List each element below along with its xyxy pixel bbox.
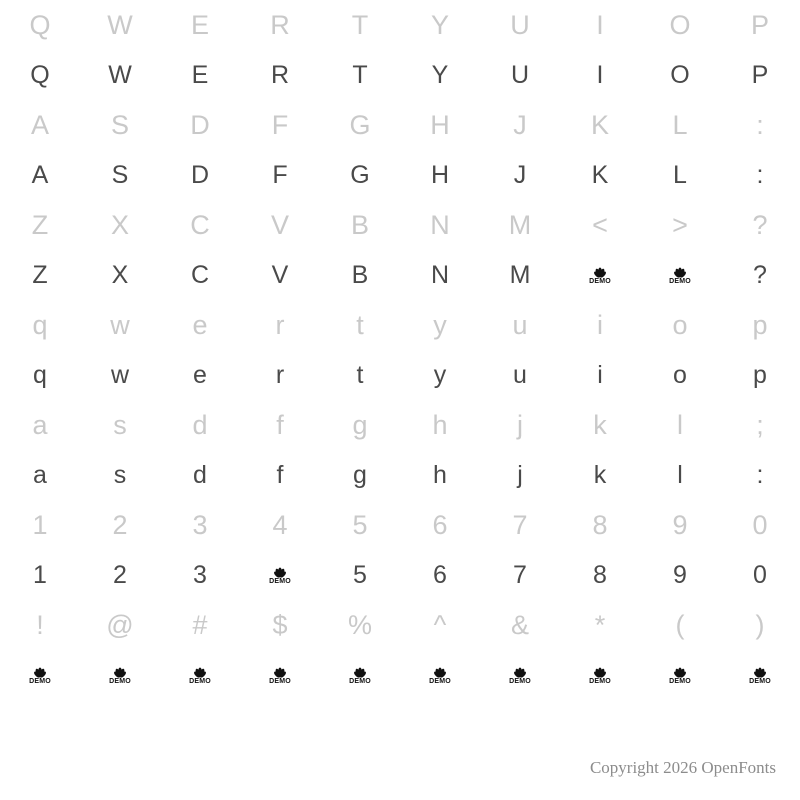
sample-glyph: : (756, 460, 764, 489)
sample-row (0, 250, 800, 300)
sample-glyph: F (272, 160, 288, 189)
reference-glyph: G (349, 109, 371, 140)
sample-glyph: l (677, 460, 683, 489)
reference-glyph: 1 (32, 509, 48, 540)
demo-stamp-icon (509, 666, 531, 685)
sample-glyph (560, 263, 640, 288)
reference-glyph: a (32, 409, 48, 440)
glyph-row-pair (0, 0, 800, 100)
reference-glyph: N (430, 209, 450, 240)
sample-glyph: R (270, 60, 290, 89)
reference-glyph: q (32, 309, 48, 340)
reference-glyph: O (669, 9, 691, 40)
sample-glyph: E (191, 60, 209, 89)
sample-glyph: t (356, 360, 364, 389)
reference-glyph: s (113, 409, 127, 440)
sample-glyph (160, 663, 240, 688)
sample-row (0, 350, 800, 400)
reference-glyph: 0 (752, 509, 768, 540)
reference-glyph: Y (430, 9, 449, 40)
demo-stamp-icon (589, 266, 611, 285)
sample-row (0, 50, 800, 100)
demo-stamp-label: DEMO (189, 678, 211, 686)
demo-stamp-label: DEMO (109, 678, 131, 686)
sample-glyph: 7 (513, 560, 527, 589)
reference-glyph: 4 (272, 509, 288, 540)
sample-glyph: ? (753, 260, 767, 289)
demo-stamp-icon (589, 666, 611, 685)
reference-glyph: k (593, 409, 607, 440)
sample-glyph: 9 (673, 560, 687, 589)
reference-glyph: A (30, 109, 49, 140)
sample-glyph: A (31, 160, 49, 189)
sample-glyph: V (271, 260, 289, 289)
sample-glyph (80, 663, 160, 688)
glyph-row-pair (0, 100, 800, 200)
reference-glyph: > (672, 209, 688, 240)
reference-glyph: K (590, 109, 609, 140)
sample-row (0, 650, 800, 700)
sample-row (0, 150, 800, 200)
demo-stamp-label: DEMO (749, 678, 771, 686)
reference-row (0, 500, 800, 550)
reference-glyph: 8 (592, 509, 608, 540)
reference-glyph: P (750, 9, 769, 40)
reference-glyph: W (107, 9, 133, 40)
reference-glyph: B (350, 209, 369, 240)
reference-glyph: % (347, 609, 372, 640)
sample-glyph: e (193, 360, 207, 389)
sample-glyph: 3 (193, 560, 207, 589)
sample-glyph: 5 (353, 560, 367, 589)
reference-glyph: E (190, 9, 209, 40)
reference-glyph: r (275, 309, 285, 340)
reference-glyph: F (271, 109, 289, 140)
demo-stamp-icon (429, 666, 451, 685)
reference-glyph: S (110, 109, 129, 140)
sample-row (0, 550, 800, 600)
sample-glyph (560, 663, 640, 688)
demo-stamp-label: DEMO (509, 678, 531, 686)
demo-stamp-label: DEMO (589, 278, 611, 286)
sample-glyph (480, 663, 560, 688)
demo-stamp-icon (269, 566, 291, 585)
sample-glyph: r (275, 360, 285, 389)
reference-row (0, 100, 800, 150)
sample-glyph: Q (30, 60, 50, 89)
sample-glyph (320, 663, 400, 688)
sample-glyph: q (33, 360, 47, 389)
sample-glyph: Y (431, 60, 449, 89)
sample-glyph: g (353, 460, 367, 489)
demo-stamp-label: DEMO (29, 678, 51, 686)
reference-glyph: : (756, 109, 764, 140)
reference-glyph: w (110, 309, 130, 340)
reference-row (0, 600, 800, 650)
sample-glyph: o (673, 360, 687, 389)
reference-glyph: $ (272, 609, 288, 640)
reference-glyph: R (270, 9, 290, 40)
demo-stamp-label: DEMO (669, 278, 691, 286)
sample-glyph: i (597, 360, 603, 389)
sample-glyph: w (110, 360, 130, 389)
reference-glyph: j (517, 409, 523, 440)
glyph-row-pair (0, 600, 800, 700)
sample-glyph: J (513, 160, 527, 189)
sample-glyph (720, 663, 800, 688)
reference-glyph: M (508, 209, 532, 240)
sample-glyph (640, 663, 720, 688)
sample-glyph: K (591, 160, 609, 189)
demo-stamp-icon (669, 266, 691, 285)
sample-glyph: Z (32, 260, 48, 289)
reference-glyph: V (270, 209, 289, 240)
reference-glyph: 6 (432, 509, 448, 540)
reference-row (0, 200, 800, 250)
reference-glyph: i (597, 309, 603, 340)
sample-glyph: s (113, 460, 127, 489)
reference-glyph: X (110, 209, 129, 240)
reference-glyph: d (192, 409, 208, 440)
demo-stamp-label: DEMO (269, 578, 291, 586)
demo-stamp-icon (269, 666, 291, 685)
reference-glyph: L (672, 109, 688, 140)
demo-stamp-icon (109, 666, 131, 685)
sample-glyph: D (190, 160, 210, 189)
reference-glyph: @ (106, 609, 134, 640)
sample-glyph: y (433, 360, 447, 389)
reference-glyph: J (513, 109, 527, 140)
demo-stamp-label: DEMO (429, 678, 451, 686)
reference-glyph: u (512, 309, 528, 340)
reference-glyph: e (192, 309, 208, 340)
sample-glyph: j (517, 460, 523, 489)
reference-glyph: ! (36, 609, 44, 640)
sample-glyph: N (430, 260, 450, 289)
reference-glyph: < (592, 209, 608, 240)
demo-stamp-label: DEMO (269, 678, 291, 686)
sample-glyph: 1 (33, 560, 47, 589)
demo-stamp-label: DEMO (669, 678, 691, 686)
reference-glyph: H (430, 109, 450, 140)
sample-glyph: M (509, 260, 531, 289)
reference-glyph: 7 (512, 509, 528, 540)
reference-glyph: 3 (192, 509, 208, 540)
reference-glyph: Q (29, 9, 51, 40)
sample-glyph: p (753, 360, 767, 389)
reference-glyph: C (190, 209, 210, 240)
reference-glyph: ^ (433, 609, 447, 640)
demo-stamp-icon (669, 666, 691, 685)
sample-glyph: O (670, 60, 690, 89)
reference-glyph: Z (31, 209, 49, 240)
reference-row (0, 300, 800, 350)
demo-stamp-icon (189, 666, 211, 685)
sample-glyph: I (596, 60, 604, 89)
sample-glyph: k (593, 460, 607, 489)
sample-glyph: 8 (593, 560, 607, 589)
demo-stamp-icon (349, 666, 371, 685)
sample-glyph: u (513, 360, 527, 389)
demo-stamp-icon (749, 666, 771, 685)
sample-glyph: G (350, 160, 370, 189)
sample-glyph: L (673, 160, 687, 189)
reference-glyph: 9 (672, 509, 688, 540)
reference-glyph: I (596, 9, 604, 40)
sample-glyph (240, 563, 320, 588)
reference-glyph: o (672, 309, 688, 340)
sample-glyph: a (33, 460, 47, 489)
reference-glyph: U (510, 9, 530, 40)
footer (0, 758, 800, 778)
reference-glyph: h (432, 409, 448, 440)
reference-glyph: & (510, 609, 529, 640)
sample-glyph: 2 (113, 560, 127, 589)
reference-glyph: ? (752, 209, 768, 240)
copyright-text: Copyright 2026 OpenFonts (589, 758, 776, 777)
sample-glyph: S (111, 160, 129, 189)
sample-glyph: h (433, 460, 447, 489)
reference-glyph: t (356, 309, 364, 340)
reference-glyph: * (594, 609, 606, 640)
demo-stamp-label: DEMO (349, 678, 371, 686)
sample-glyph: f (276, 460, 284, 489)
sample-glyph: d (193, 460, 207, 489)
reference-glyph: 5 (352, 509, 368, 540)
sample-glyph (240, 663, 320, 688)
reference-glyph: # (192, 609, 208, 640)
reference-glyph: g (352, 409, 368, 440)
sample-glyph: C (190, 260, 210, 289)
sample-glyph: U (510, 60, 530, 89)
reference-glyph: D (190, 109, 210, 140)
reference-glyph: f (276, 409, 284, 440)
demo-stamp-label: DEMO (589, 678, 611, 686)
reference-glyph: T (351, 9, 369, 40)
demo-stamp-icon (29, 666, 51, 685)
glyph-row-pair (0, 400, 800, 500)
sample-glyph (640, 263, 720, 288)
reference-glyph: ) (755, 609, 765, 640)
reference-row (0, 0, 800, 50)
reference-row (0, 400, 800, 450)
reference-glyph: ; (756, 409, 764, 440)
reference-glyph: p (752, 309, 768, 340)
reference-glyph: l (677, 409, 683, 440)
sample-glyph: H (430, 160, 450, 189)
glyph-row-pair (0, 300, 800, 400)
sample-row (0, 450, 800, 500)
sample-glyph: P (751, 60, 769, 89)
sample-glyph: X (111, 260, 129, 289)
sample-glyph (0, 663, 80, 688)
sample-glyph: 0 (753, 560, 767, 589)
reference-glyph: ( (675, 609, 685, 640)
glyph-row-pair (0, 200, 800, 300)
sample-glyph: 6 (433, 560, 447, 589)
sample-glyph: W (108, 60, 132, 89)
sample-glyph: T (352, 60, 368, 89)
reference-glyph: 2 (112, 509, 128, 540)
sample-glyph (400, 663, 480, 688)
reference-glyph: y (433, 309, 447, 340)
sample-glyph: B (351, 260, 369, 289)
glyph-row-pair (0, 500, 800, 600)
sample-glyph: : (756, 160, 764, 189)
